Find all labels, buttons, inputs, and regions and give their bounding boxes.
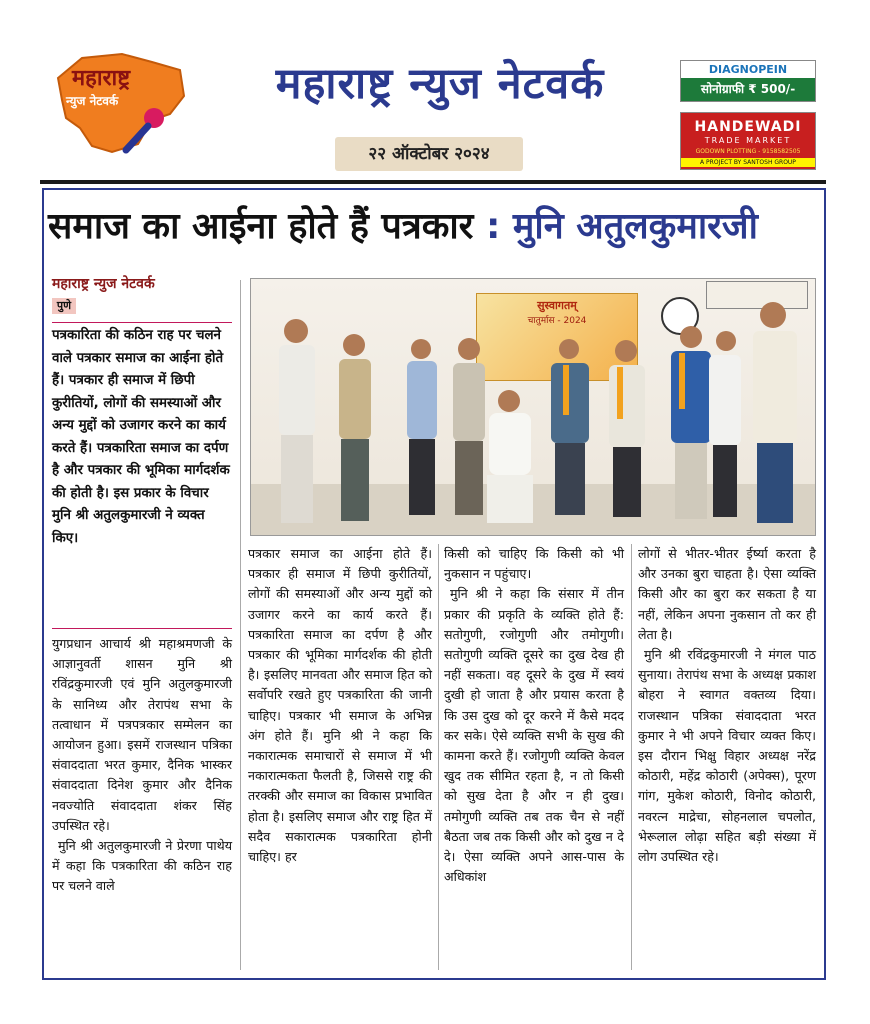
byline: महाराष्ट्र न्युज नेटवर्क xyxy=(52,276,155,292)
ad-diagnopein-name: DIAGNOPEIN xyxy=(681,61,815,78)
column-divider xyxy=(240,280,241,970)
column-3-paragraph: मुनि श्री ने कहा कि संसार में तीन प्रकार की प्रकृति के व्यक्ति होते हैं: सतोगुणी, रजोगुणी और तमोगुणी। सतोगुणी व्यक्ति दूसरे का दुख देख ही नहीं सकता। वह दूसरे के दुख में स्वयं दुखी हो जाता है और प्रयास करता है कि उस दुख को दूर करने में कैसे मदद कर सके। ऐसे व्यक्ति सभी के सुख की कामना करते हैं। रजोगुणी व्यक्ति केवल खुद तक सीमित रहता है, न तो किसी को सुख देता है और न ही दुख। तमोगुणी व्यक्ति तब तक चैन से नहीं बैठता जब तक किसी और को दुख न दे दे। ऐसा व्यक्ति अपने आस-पास के अधिकांश xyxy=(444,586,624,885)
column-4-paragraph: लोगों से भीतर-भीतर ईर्ष्या करता है और उनका बुरा चाहता है। ऐसा व्यक्ति किसी और का बुरा कर सकता है या नहीं, लेकिन अपना नुकसान तो कर ही लेता है। xyxy=(638,546,816,642)
article-column-1 xyxy=(52,634,232,897)
photo-people xyxy=(251,279,815,535)
column-1-paragraph: मुनि श्री अतुलकुमारजी ने प्रेरणा पाथेय में कहा कि पत्रकारिता की कठिन राह पर चलने वाले xyxy=(52,838,232,894)
ad-handewadi[interactable] xyxy=(680,112,816,170)
article-column-4 xyxy=(638,544,816,867)
dateline-place: पुणे xyxy=(52,298,76,314)
article-lead: पत्रकारिता की कठिन राह पर चलने वाले पत्रकार समाज का आईना होते हैं। पत्रकार ही समाज में छिपी कुरीतियों, लोगों की समस्याओं और अन्य मुद्दों को उजागर करने का कार्य करते हैं। पत्रकारिता समाज का दर्पण है और पत्रकार की भूमिका मार्गदर्शक की होती है। इस प्रकार के विचार मुनि श्री अतुलकुमारजी ने व्यक्त किए। xyxy=(52,328,230,546)
ad-handewadi-sub: TRADE MARKET xyxy=(704,136,792,145)
article-headline xyxy=(48,200,822,249)
column-2-paragraph: पत्रकार समाज का आईना होते हैं। पत्रकार ही समाज में छिपी कुरीतियों, लोगों की समस्याओं और अन्य मुद्दों को उजागर करने का कार्य करते हैं। पत्रकारिता समाज का दर्पण है और पत्रकार की भूमिका मार्गदर्शक की होती है। इसलिए मानवता और समाज हित को सर्वोपरि रखते हुए पत्रकारिता की जानी चाहिए। पत्रकार भी समाज के अभिन्न अंग होते हैं। मुनि श्री ने कहा कि नकारात्मक समाचारों से समाज में भी नकारात्मकता फैलती है, जिससे राष्ट्र की तरक्की और समाज का विकास प्रभावित होता है। इसलिए समाज और राष्ट्र हित में सदैव सकारात्मक पत्रकारिता होनी चाहिए। हर xyxy=(248,546,432,865)
logo-line2: न्युज नेटवर्क xyxy=(66,94,119,108)
photo-banner-subtitle: चातुर्मास - 2024 xyxy=(527,316,587,326)
ad-handewadi-line: GODOWN PLOTTING - 9158582505 xyxy=(695,148,801,155)
column-3-paragraph: किसी को चाहिए कि किसी को भी नुकसान न पहुंचाए। xyxy=(444,546,624,582)
lead-rule-top xyxy=(52,322,232,323)
headline-speaker: मुनि अतुलकुमारजी xyxy=(512,206,758,247)
ad-handewadi-footer: A PROJECT BY SANTOSH GROUP xyxy=(681,158,815,167)
article-column-3 xyxy=(444,544,624,887)
headline-main: समाज का आईना होते हैं पत्रकार xyxy=(48,206,474,247)
masthead-title: महाराष्ट्र न्युज नेटवर्क xyxy=(275,59,605,109)
ad-diagnopein-offer: सोनोग्राफी ₹ 500/- xyxy=(681,78,815,101)
ad-handewadi-name: HANDEWADI xyxy=(694,119,802,135)
photo-banner-title: सुस्वागतम् xyxy=(537,299,577,312)
column-4-paragraph: मुनि श्री रविंद्रकुमारजी ने मंगल पाठ सुनाया। तेरापंथ सभा के अध्यक्ष प्रकाश बोहरा ने स्वागत वक्तव्य दिया। राजस्थान पत्रिका संवाददाता भरत कुमार ने भी अपने विचार व्यक्त किए। इस दौरान भिक्षु विहार अध्यक्ष नरेंद्र कोठारी, महेंद्र कोठारी (अपेक्स), पूरण गांग, मुकेश कोठारी, विनोद कोठारी, नवरत्न माद्रेचा, सोहनलाल चपलोत, भेरूलाल लोढ़ा सहित बड़ी संख्या में लोग उपस्थित रहे। xyxy=(638,647,816,865)
column-1-paragraph: युगप्रधान आचार्य श्री महाश्रमणजी के आज्ञानुवर्ती शासन मुनि श्री रविंद्रकुमारजी एवं मुनि अतुलकुमारजी के सानिध्य और तेरापंथ सभा के तत्वाधान में पत्रपत्रकार सम्मेलन का आयोजन हुआ। इसमें राजस्थान पत्रिका संवाददाता भरत कुमार, दैनिक भास्कर संवाददाता दिनेश कुमार और दैनिक नवज्योति संवाददाता शंकर सिंह उपस्थित रहे। xyxy=(52,636,232,833)
article-column-2 xyxy=(248,544,432,867)
lead-rule-bottom xyxy=(52,628,232,629)
event-photo xyxy=(250,278,816,536)
issue-date: २२ ऑक्टोबर २०२४ xyxy=(335,137,523,171)
headline-separator: : xyxy=(473,206,513,247)
newspaper-logo xyxy=(52,48,188,160)
ad-diagnopein[interactable] xyxy=(680,60,816,102)
logo-line1: महाराष्ट्र xyxy=(72,66,131,91)
column-divider xyxy=(438,544,439,970)
column-divider xyxy=(631,544,632,970)
header-divider xyxy=(40,180,826,184)
